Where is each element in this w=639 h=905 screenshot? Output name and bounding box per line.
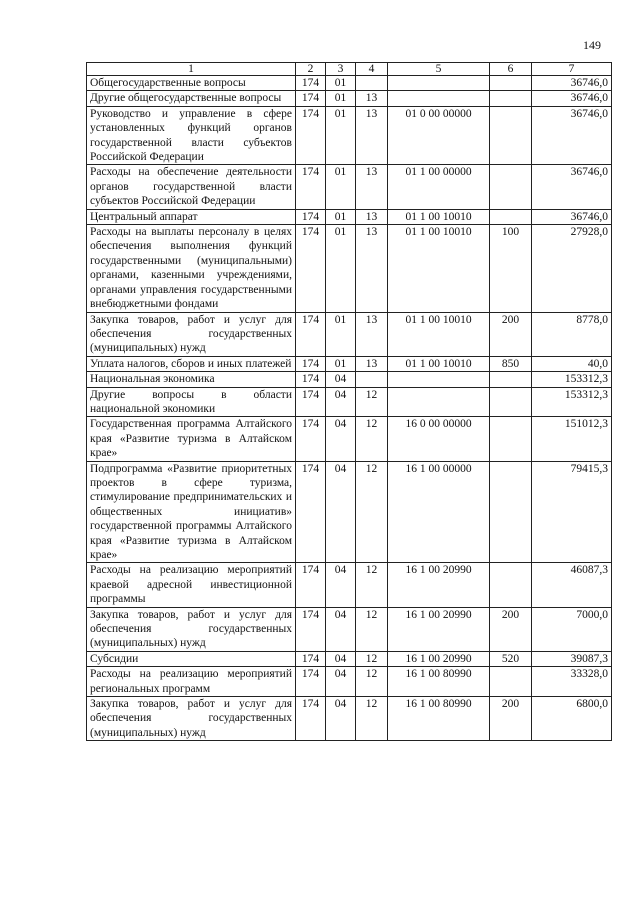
table-body xyxy=(87,76,612,741)
cell-name: Закупка товаров, работ и услуг для обеспечения государственных (муниципальных) нужд xyxy=(87,697,296,741)
cell-target-article: 01 1 00 10010 xyxy=(388,209,490,224)
table-row xyxy=(87,667,612,697)
cell-expense-type xyxy=(490,91,532,106)
cell-section: 01 xyxy=(326,209,356,224)
cell-target-article: 16 0 00 00000 xyxy=(388,417,490,461)
cell-expense-type: 200 xyxy=(490,697,532,741)
table-row xyxy=(87,417,612,461)
cell-name: Другие общегосударственные вопросы xyxy=(87,91,296,106)
cell-target-article: 16 1 00 20990 xyxy=(388,651,490,666)
cell-target-article: 01 0 00 00000 xyxy=(388,106,490,165)
cell-expense-type: 200 xyxy=(490,607,532,651)
cell-section: 04 xyxy=(326,372,356,387)
header-col-5: 5 xyxy=(388,63,490,76)
cell-admin-code: 174 xyxy=(296,165,326,209)
cell-admin-code: 174 xyxy=(296,372,326,387)
cell-amount: 36746,0 xyxy=(532,106,612,165)
cell-subsection: 13 xyxy=(356,165,388,209)
cell-admin-code: 174 xyxy=(296,312,326,356)
cell-admin-code: 174 xyxy=(296,356,326,371)
table-row xyxy=(87,461,612,563)
cell-subsection: 13 xyxy=(356,356,388,371)
cell-amount: 36746,0 xyxy=(532,209,612,224)
cell-expense-type xyxy=(490,563,532,607)
cell-amount: 153312,3 xyxy=(532,387,612,417)
cell-target-article: 16 1 00 20990 xyxy=(388,563,490,607)
cell-admin-code: 174 xyxy=(296,209,326,224)
table-row xyxy=(87,697,612,741)
cell-amount: 153312,3 xyxy=(532,372,612,387)
cell-name: Подпрограмма «Развитие приоритетных проектов в сфере туризма, стимулирование предпринимательских и общественных инициатив» государственной программы Алтайского края «Развитие туризма в Алтайском крае» xyxy=(87,461,296,563)
header-col-3: 3 xyxy=(326,63,356,76)
cell-name: Национальная экономика xyxy=(87,372,296,387)
header-col-1: 1 xyxy=(87,63,296,76)
cell-amount: 36746,0 xyxy=(532,91,612,106)
cell-subsection xyxy=(356,76,388,91)
cell-expense-type: 520 xyxy=(490,651,532,666)
cell-admin-code: 174 xyxy=(296,76,326,91)
cell-amount: 79415,3 xyxy=(532,461,612,563)
header-row xyxy=(87,63,612,76)
table-row xyxy=(87,372,612,387)
cell-section: 04 xyxy=(326,563,356,607)
cell-expense-type xyxy=(490,372,532,387)
header-col-4: 4 xyxy=(356,63,388,76)
cell-amount: 33328,0 xyxy=(532,667,612,697)
cell-name: Закупка товаров, работ и услуг для обеспечения государственных (муниципальных) нужд xyxy=(87,312,296,356)
cell-admin-code: 174 xyxy=(296,607,326,651)
cell-target-article: 01 1 00 00000 xyxy=(388,165,490,209)
cell-amount: 36746,0 xyxy=(532,76,612,91)
cell-subsection: 12 xyxy=(356,417,388,461)
cell-target-article: 01 1 00 10010 xyxy=(388,225,490,312)
cell-name: Центральный аппарат xyxy=(87,209,296,224)
cell-section: 04 xyxy=(326,607,356,651)
cell-section: 01 xyxy=(326,91,356,106)
cell-name: Субсидии xyxy=(87,651,296,666)
cell-expense-type xyxy=(490,667,532,697)
cell-amount: 40,0 xyxy=(532,356,612,371)
budget-table xyxy=(86,62,612,741)
cell-name: Государственная программа Алтайского края «Развитие туризма в Алтайском крае» xyxy=(87,417,296,461)
cell-name: Закупка товаров, работ и услуг для обеспечения государственных (муниципальных) нужд xyxy=(87,607,296,651)
cell-section: 01 xyxy=(326,225,356,312)
header-col-6: 6 xyxy=(490,63,532,76)
cell-target-article: 01 1 00 10010 xyxy=(388,356,490,371)
cell-section: 01 xyxy=(326,165,356,209)
page-number: 149 xyxy=(583,38,601,52)
cell-subsection: 13 xyxy=(356,106,388,165)
cell-section: 01 xyxy=(326,312,356,356)
cell-amount: 7000,0 xyxy=(532,607,612,651)
cell-expense-type xyxy=(490,106,532,165)
cell-subsection: 12 xyxy=(356,461,388,563)
cell-subsection: 13 xyxy=(356,312,388,356)
cell-target-article: 16 1 00 80990 xyxy=(388,667,490,697)
cell-amount: 36746,0 xyxy=(532,165,612,209)
cell-expense-type xyxy=(490,209,532,224)
cell-section: 04 xyxy=(326,387,356,417)
cell-subsection: 13 xyxy=(356,225,388,312)
cell-section: 04 xyxy=(326,667,356,697)
cell-subsection: 12 xyxy=(356,667,388,697)
table-row xyxy=(87,76,612,91)
cell-subsection: 13 xyxy=(356,209,388,224)
cell-name: Руководство и управление в сфере установленных функций органов государственной власти субъектов Российской Федерации xyxy=(87,106,296,165)
cell-admin-code: 174 xyxy=(296,91,326,106)
cell-name: Расходы на реализацию мероприятий региональных программ xyxy=(87,667,296,697)
header-col-7: 7 xyxy=(532,63,612,76)
cell-target-article: 16 1 00 20990 xyxy=(388,607,490,651)
cell-expense-type xyxy=(490,165,532,209)
table-row xyxy=(87,106,612,165)
cell-name: Уплата налогов, сборов и иных платежей xyxy=(87,356,296,371)
cell-subsection xyxy=(356,372,388,387)
cell-expense-type: 200 xyxy=(490,312,532,356)
cell-admin-code: 174 xyxy=(296,387,326,417)
cell-target-article xyxy=(388,372,490,387)
cell-expense-type xyxy=(490,387,532,417)
cell-amount: 151012,3 xyxy=(532,417,612,461)
cell-name: Другие вопросы в области национальной экономики xyxy=(87,387,296,417)
cell-subsection: 12 xyxy=(356,563,388,607)
cell-target-article: 01 1 00 10010 xyxy=(388,312,490,356)
cell-section: 01 xyxy=(326,106,356,165)
table-row xyxy=(87,563,612,607)
cell-admin-code: 174 xyxy=(296,225,326,312)
cell-amount: 8778,0 xyxy=(532,312,612,356)
cell-section: 04 xyxy=(326,417,356,461)
cell-section: 04 xyxy=(326,697,356,741)
table-row xyxy=(87,651,612,666)
cell-admin-code: 174 xyxy=(296,697,326,741)
table-row xyxy=(87,356,612,371)
cell-amount: 46087,3 xyxy=(532,563,612,607)
table-row xyxy=(87,225,612,312)
cell-admin-code: 174 xyxy=(296,667,326,697)
table-header xyxy=(87,63,612,76)
cell-admin-code: 174 xyxy=(296,106,326,165)
cell-target-article xyxy=(388,76,490,91)
table-row xyxy=(87,312,612,356)
cell-name: Расходы на выплаты персоналу в целях обеспечения выполнения функций государственными (муниципальными) органами, казенными учреждениями, органами управления государственными внебюджетными фондами xyxy=(87,225,296,312)
cell-target-article: 16 1 00 00000 xyxy=(388,461,490,563)
table-row xyxy=(87,165,612,209)
cell-admin-code: 174 xyxy=(296,563,326,607)
cell-expense-type: 100 xyxy=(490,225,532,312)
cell-section: 04 xyxy=(326,461,356,563)
cell-section: 04 xyxy=(326,651,356,666)
cell-name: Общегосударственные вопросы xyxy=(87,76,296,91)
cell-subsection: 12 xyxy=(356,697,388,741)
cell-target-article: 16 1 00 80990 xyxy=(388,697,490,741)
header-col-2: 2 xyxy=(296,63,326,76)
cell-name: Расходы на реализацию мероприятий краевой адресной инвестиционной программы xyxy=(87,563,296,607)
cell-expense-type xyxy=(490,461,532,563)
table-row xyxy=(87,387,612,417)
cell-amount: 27928,0 xyxy=(532,225,612,312)
cell-admin-code: 174 xyxy=(296,417,326,461)
cell-subsection: 13 xyxy=(356,91,388,106)
table-row xyxy=(87,91,612,106)
cell-target-article xyxy=(388,91,490,106)
cell-expense-type xyxy=(490,76,532,91)
cell-subsection: 12 xyxy=(356,651,388,666)
cell-expense-type xyxy=(490,417,532,461)
cell-section: 01 xyxy=(326,76,356,91)
cell-name: Расходы на обеспечение деятельности органов государственной власти субъектов Российской Федерации xyxy=(87,165,296,209)
cell-target-article xyxy=(388,387,490,417)
cell-expense-type: 850 xyxy=(490,356,532,371)
cell-admin-code: 174 xyxy=(296,461,326,563)
table-row xyxy=(87,209,612,224)
cell-subsection: 12 xyxy=(356,387,388,417)
cell-amount: 39087,3 xyxy=(532,651,612,666)
table-row xyxy=(87,607,612,651)
cell-amount: 6800,0 xyxy=(532,697,612,741)
cell-subsection: 12 xyxy=(356,607,388,651)
cell-section: 01 xyxy=(326,356,356,371)
cell-admin-code: 174 xyxy=(296,651,326,666)
